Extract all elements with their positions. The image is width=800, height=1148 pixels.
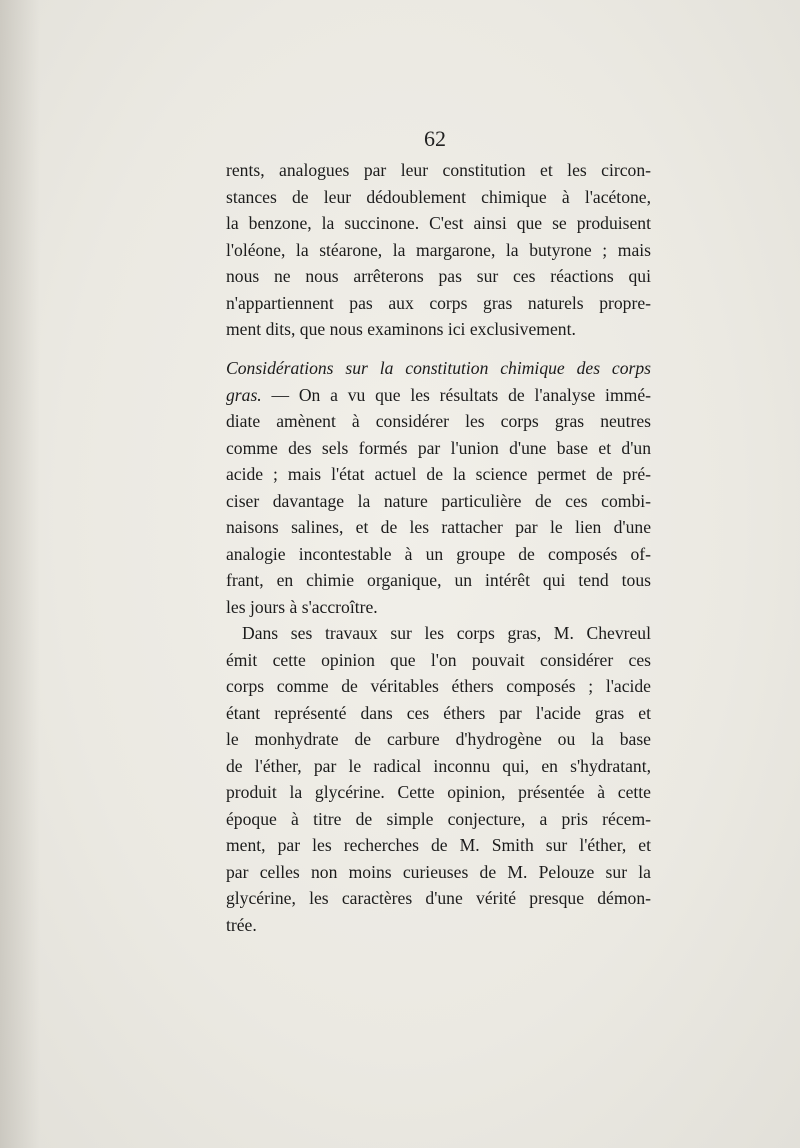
text-line: ment, par les recherches de M. Smith sur l'éther, et <box>226 835 651 855</box>
text-line: diate amènent à considérer les corps gras neutres <box>226 411 651 431</box>
text-line: corps comme de véritables éthers composés ; l'acide <box>226 676 651 696</box>
text-line: époque à titre de simple conjecture, a pris récem- <box>226 808 651 829</box>
page-fold-shadow <box>0 0 40 1148</box>
text-line: frant, en chimie organique, un intérêt qui tend tous <box>226 570 651 590</box>
section-heading-continuation: gras. <box>226 384 262 405</box>
text-line: étant représenté dans ces éthers par l'acide gras et <box>226 702 651 723</box>
section-heading: Considérations sur la constitution chimique des corps <box>226 358 651 378</box>
text-line: comme des sels formés par l'union d'une base et d'un <box>226 437 651 458</box>
text-line: glycérine, les caractères d'une vérité presque démon- <box>226 888 651 908</box>
text-line: l'oléone, la stéarone, la margarone, la butyrone ; mais <box>226 239 651 260</box>
text-line <box>226 382 651 409</box>
text-line: n'appartiennent pas aux corps gras naturels propre- <box>226 292 651 313</box>
text-line: rents, analogues par leur constitution et les circon- <box>226 160 651 180</box>
text-line: trée. <box>226 914 257 935</box>
text-line: produit la glycérine. Cette opinion, présentée à cette <box>226 782 651 802</box>
text-line: le monhydrate de carbure d'hydrogène ou la base <box>226 729 651 749</box>
text-line: émit cette opinion que l'on pouvait considérer ces <box>226 649 651 670</box>
text-line: la benzone, la succinone. C'est ainsi que se produisent <box>226 213 651 233</box>
text-line: les jours à s'accroître. <box>226 596 378 617</box>
text-line: ment dits, que nous examinons ici exclusivement. <box>226 319 576 339</box>
text-line: acide ; mais l'état actuel de la science permet de pré- <box>226 464 651 484</box>
text-line: nous ne nous arrêterons pas sur ces réactions qui <box>226 266 651 286</box>
paragraph-1 <box>226 157 651 343</box>
text-line: Dans ses travaux sur les corps gras, M. Chevreul <box>242 623 651 643</box>
text-line: ciser davantage la nature particulière de ces combi- <box>226 490 651 511</box>
paragraph-2 <box>226 355 651 938</box>
text-line-rest: — On a vu que les résultats de l'analyse immé- <box>261 384 651 405</box>
text-line: naisons salines, et de les rattacher par le lien d'une <box>226 517 651 537</box>
page-number: 62 <box>424 126 446 151</box>
text-line: stances de leur dédoublement chimique à l'acétone, <box>226 186 651 207</box>
text-line: analogie incontestable à un groupe de composés of- <box>226 543 651 564</box>
text-line: de l'éther, par le radical inconnu qui, en s'hydratant, <box>226 755 651 776</box>
text-line: par celles non moins curieuses de M. Pelouze sur la <box>226 861 651 882</box>
